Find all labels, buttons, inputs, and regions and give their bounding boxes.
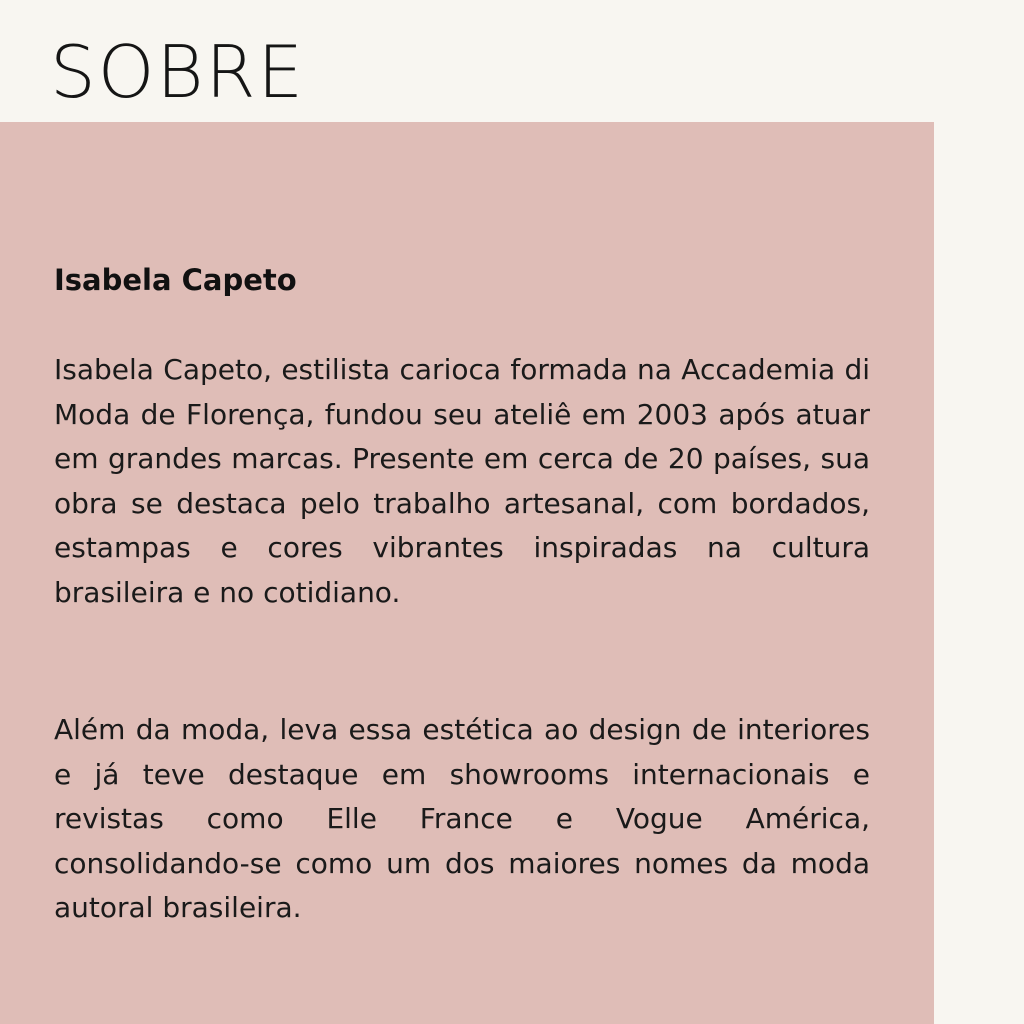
bio-name-heading: Isabela Capeto [54, 263, 297, 297]
page-title: SOBRE [50, 30, 306, 114]
bio-paragraph-2: Além da moda, leva essa estética ao design de interiores e já teve destaque em showrooms internacionais e revistas como Elle France e Vogue América, consolidando-se como um dos maiores nomes da moda autoral brasileira. [54, 713, 870, 924]
bio-panel [0, 122, 934, 1024]
bio-paragraph-1: Isabela Capeto, estilista carioca formada na Accademia di Moda de Florença, fundou seu ateliê em 2003 após atuar em grandes marcas. Presente em cerca de 20 países, sua obra se destaca pelo trabalho artesanal, com bordados, estampas e cores vibrantes inspiradas na cultura brasileira e no cotidiano. [54, 353, 870, 609]
